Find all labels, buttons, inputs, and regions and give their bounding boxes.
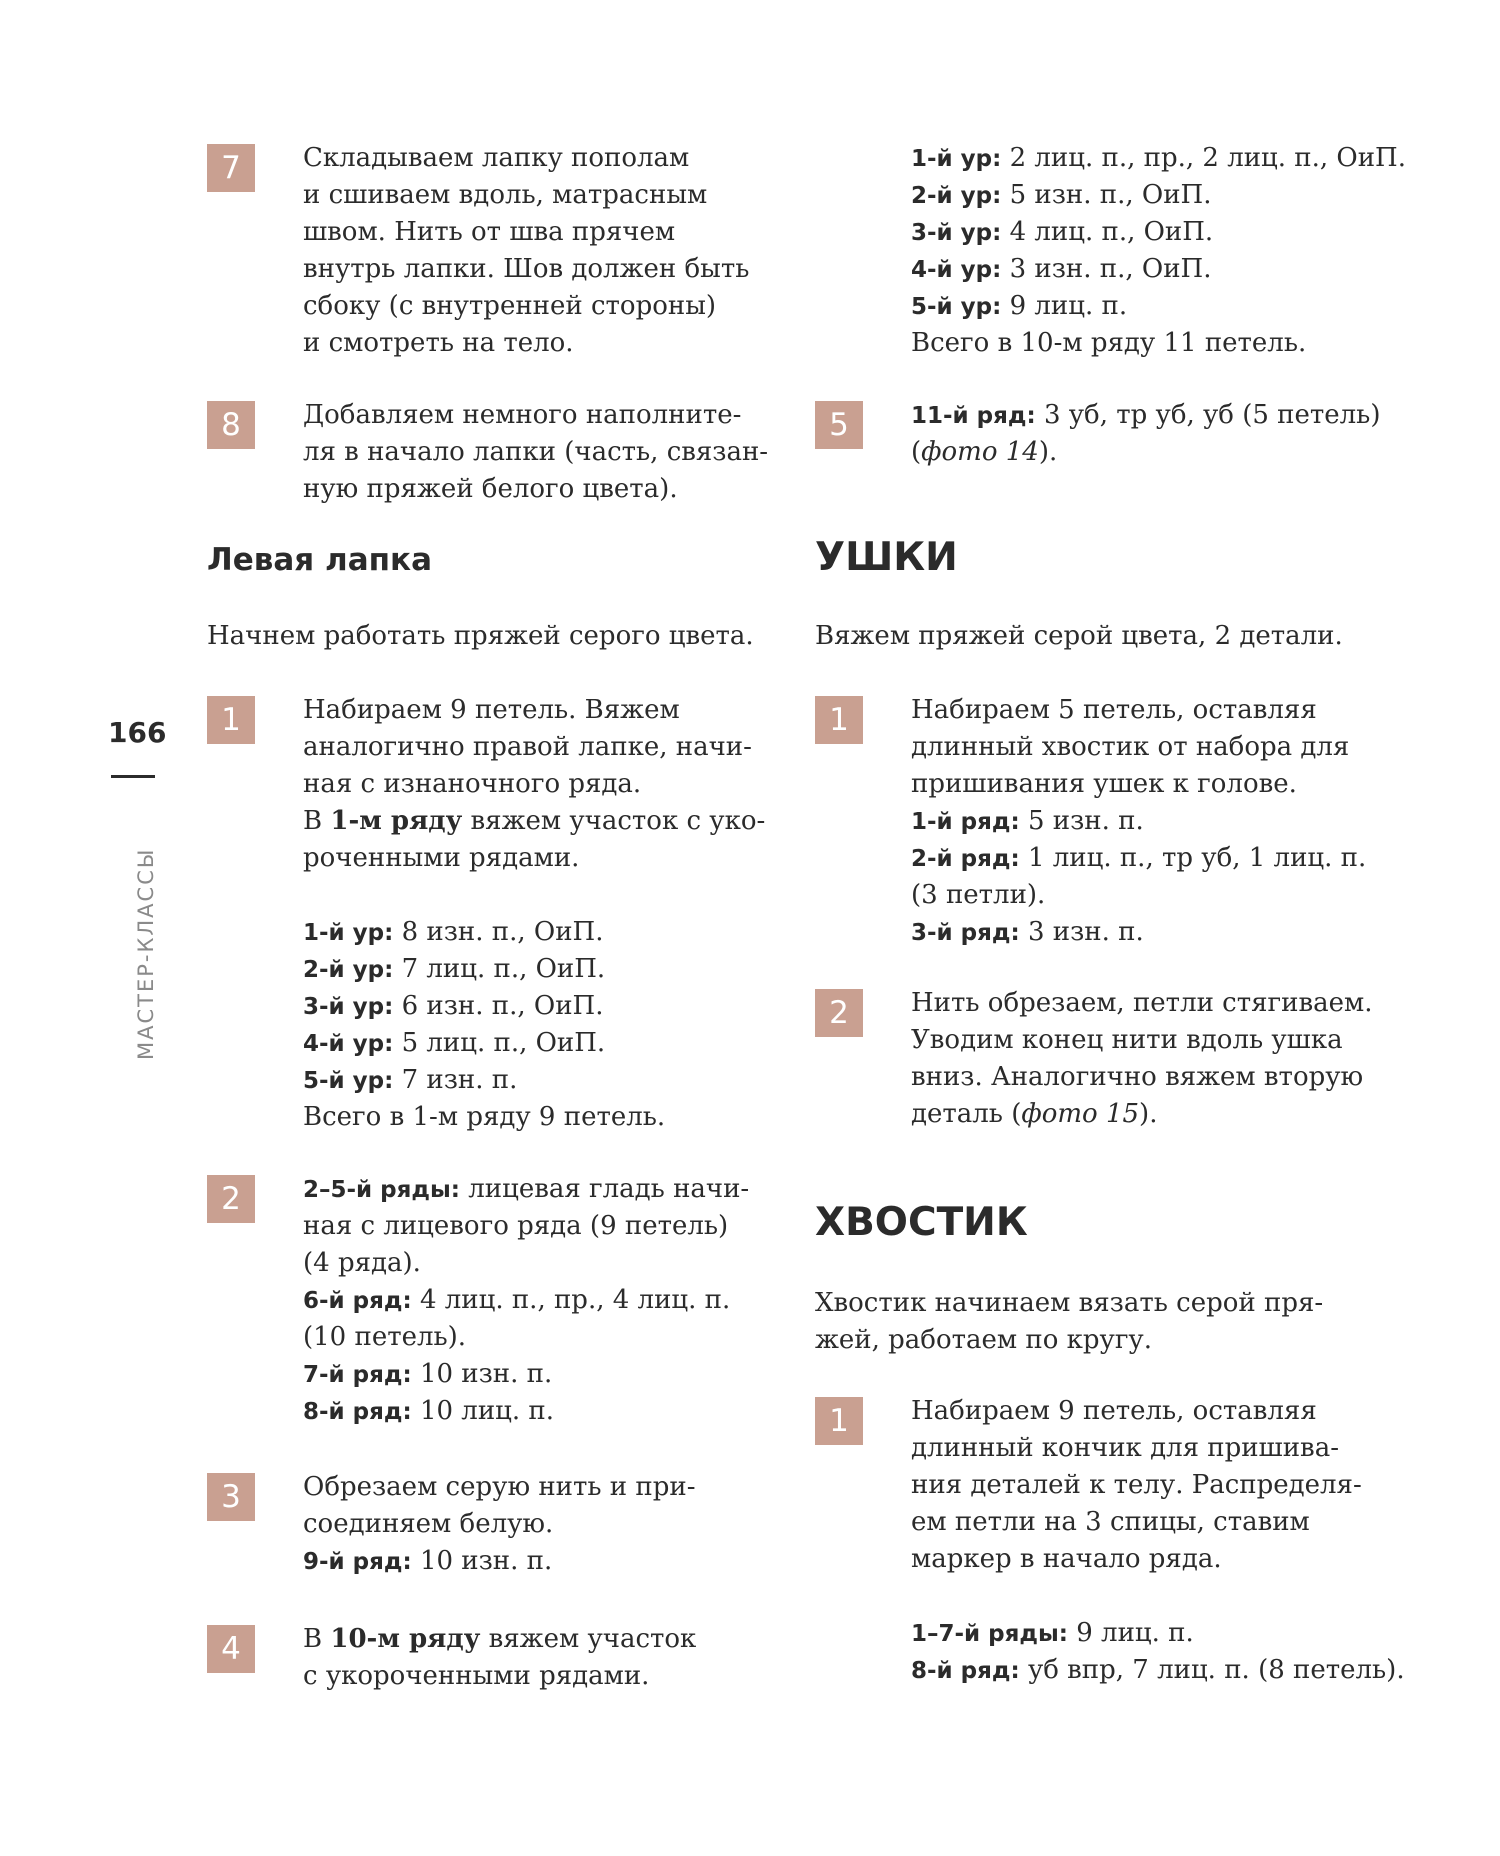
text-line: швом. Нить от шва прячем <box>303 217 676 247</box>
text-line: Набираем 5 петель, оставляя <box>911 695 1317 725</box>
step-text <box>303 140 749 362</box>
text-line: ная с изнаночного ряда. <box>303 769 642 799</box>
step-text <box>911 140 1406 362</box>
step-number-badge: 4 <box>207 1625 255 1673</box>
text-line: ная с лицевого ряда (9 петель) <box>303 1211 729 1241</box>
row-instruction: 4-й ур: 3 изн. п., ОиП. <box>911 254 1212 284</box>
step-text <box>303 1621 696 1695</box>
row-instruction: 9-й ряд: 10 изн. п. <box>303 1546 553 1576</box>
page-number: 166 <box>108 716 167 749</box>
text-line: Хвостик начинаем вязать серой пря- <box>815 1288 1324 1318</box>
row-instruction: 8-й ряд: 10 лиц. п. <box>303 1396 554 1426</box>
text-line: соединяем белую. <box>303 1509 554 1539</box>
text-line: жей, работаем по кругу. <box>815 1325 1152 1355</box>
section-intro: Вяжем пряжей серой цвета, 2 детали. <box>815 621 1343 651</box>
row-instruction: 1-й ряд: 5 изн. п. <box>911 806 1144 836</box>
row-instruction: 1-й ур: 2 лиц. п., пр., 2 лиц. п., ОиП. <box>911 143 1406 173</box>
row-instruction: 2–5-й ряды: лицевая гладь начи- <box>303 1174 750 1204</box>
text-line: деталь (фото 15). <box>911 1099 1158 1129</box>
row-instruction: 2-й ур: 7 лиц. п., ОиП. <box>303 954 606 984</box>
row-instruction: 3-й ряд: 3 изн. п. <box>911 917 1144 947</box>
text-line: Нить обрезаем, петли стягиваем. <box>911 988 1373 1018</box>
text-line: и смотреть на тело. <box>303 328 574 358</box>
row-instruction: 11-й ряд: 3 уб, тр уб, уб (5 петель) <box>911 400 1381 430</box>
row-instruction: 2-й ур: 5 изн. п., ОиП. <box>911 180 1212 210</box>
text-line: вниз. Аналогично вяжем вторую <box>911 1062 1364 1092</box>
row-instruction: 3-й ур: 6 изн. п., ОиП. <box>303 991 604 1021</box>
row-instruction: 1–7-й ряды: 9 лиц. п. <box>911 1618 1194 1648</box>
row-instruction: 1-й ур: 8 изн. п., ОиП. <box>303 917 604 947</box>
step-number-badge: 1 <box>815 1397 863 1445</box>
text-line: пришивания ушек к голове. <box>911 769 1297 799</box>
text-line: длинный хвостик от набора для <box>911 732 1350 762</box>
text-line: (фото 14). <box>911 437 1058 467</box>
step-number-badge: 3 <box>207 1473 255 1521</box>
step-number-badge: 7 <box>207 144 255 192</box>
text-line: и сшиваем вдоль, матрасным <box>303 180 708 210</box>
text-line: аналогично правой лапке, начи- <box>303 732 752 762</box>
text-line: с укороченными рядами. <box>303 1661 650 1691</box>
text-line: Набираем 9 петель, оставляя <box>911 1396 1317 1426</box>
step-text <box>303 397 768 508</box>
text-line: длинный кончик для пришива- <box>911 1433 1339 1463</box>
row-instruction: 3-й ур: 4 лиц. п., ОиП. <box>911 217 1214 247</box>
page-number-rule <box>111 775 155 778</box>
row-instruction: 5-й ур: 9 лиц. п. <box>911 291 1128 321</box>
text-line: Уводим конец нити вдоль ушка <box>911 1025 1343 1055</box>
text-line: ля в начало лапки (часть, связан- <box>303 437 769 467</box>
section-intro: Начнем работать пряжей серого цвета. <box>207 621 754 651</box>
row-instruction: 4-й ур: 5 лиц. п., ОиП. <box>303 1028 606 1058</box>
step-text <box>911 1393 1405 1689</box>
text-line: Всего в 10-м ряду 11 петель. <box>911 328 1307 358</box>
section-heading-left-paw: Левая лапка <box>207 542 433 578</box>
row-instruction: 7-й ряд: 10 изн. п. <box>303 1359 553 1389</box>
text-line: ния деталей к телу. Распределя- <box>911 1470 1362 1500</box>
section-heading-ears: УШКИ <box>815 535 958 580</box>
step-number-badge: 5 <box>815 401 863 449</box>
step-text <box>911 985 1373 1133</box>
step-number-badge: 2 <box>815 989 863 1037</box>
step-number-badge: 1 <box>207 696 255 744</box>
text-line: Всего в 1-м ряду 9 петель. <box>303 1102 666 1132</box>
step-number-badge: 2 <box>207 1175 255 1223</box>
section-heading-tail: ХВОСТИК <box>815 1200 1028 1245</box>
step-text <box>911 397 1380 471</box>
text-line: роченными рядами. <box>303 843 580 873</box>
text-line: сбоку (с внутренней стороны) <box>303 291 717 321</box>
step-text <box>303 1469 696 1580</box>
text-line: Набираем 9 петель. Вяжем <box>303 695 680 725</box>
section-side-label: МАСТЕР-КЛАССЫ <box>134 847 158 1060</box>
text-line: внутрь лапки. Шов должен быть <box>303 254 750 284</box>
text-line: (3 петли). <box>911 880 1046 910</box>
section-intro <box>815 1285 1323 1359</box>
text-line: В 10-м ряду вяжем участок <box>303 1624 697 1654</box>
text-line: (4 ряда). <box>303 1248 421 1278</box>
text-line: Обрезаем серую нить и при- <box>303 1472 696 1502</box>
text-line: ную пряжей белого цвета). <box>303 474 678 504</box>
text-line: Складываем лапку пополам <box>303 143 690 173</box>
step-text <box>303 692 765 1136</box>
text-line: маркер в начало ряда. <box>911 1544 1222 1574</box>
step-text <box>911 692 1366 951</box>
row-instruction: 2-й ряд: 1 лиц. п., тр уб, 1 лиц. п. <box>911 843 1367 873</box>
step-text <box>303 1171 749 1430</box>
text-line: Добавляем немного наполните- <box>303 400 742 430</box>
row-instruction: 5-й ур: 7 изн. п. <box>303 1065 518 1095</box>
text-line: (10 петель). <box>303 1322 467 1352</box>
step-number-badge: 1 <box>815 696 863 744</box>
row-instruction: 6-й ряд: 4 лиц. п., пр., 4 лиц. п. <box>303 1285 731 1315</box>
step-number-badge: 8 <box>207 401 255 449</box>
text-line: В 1-м ряду вяжем участок с уко- <box>303 806 766 836</box>
text-line: ем петли на 3 спицы, ставим <box>911 1507 1310 1537</box>
row-instruction: 8-й ряд: уб впр, 7 лиц. п. (8 петель). <box>911 1655 1405 1685</box>
